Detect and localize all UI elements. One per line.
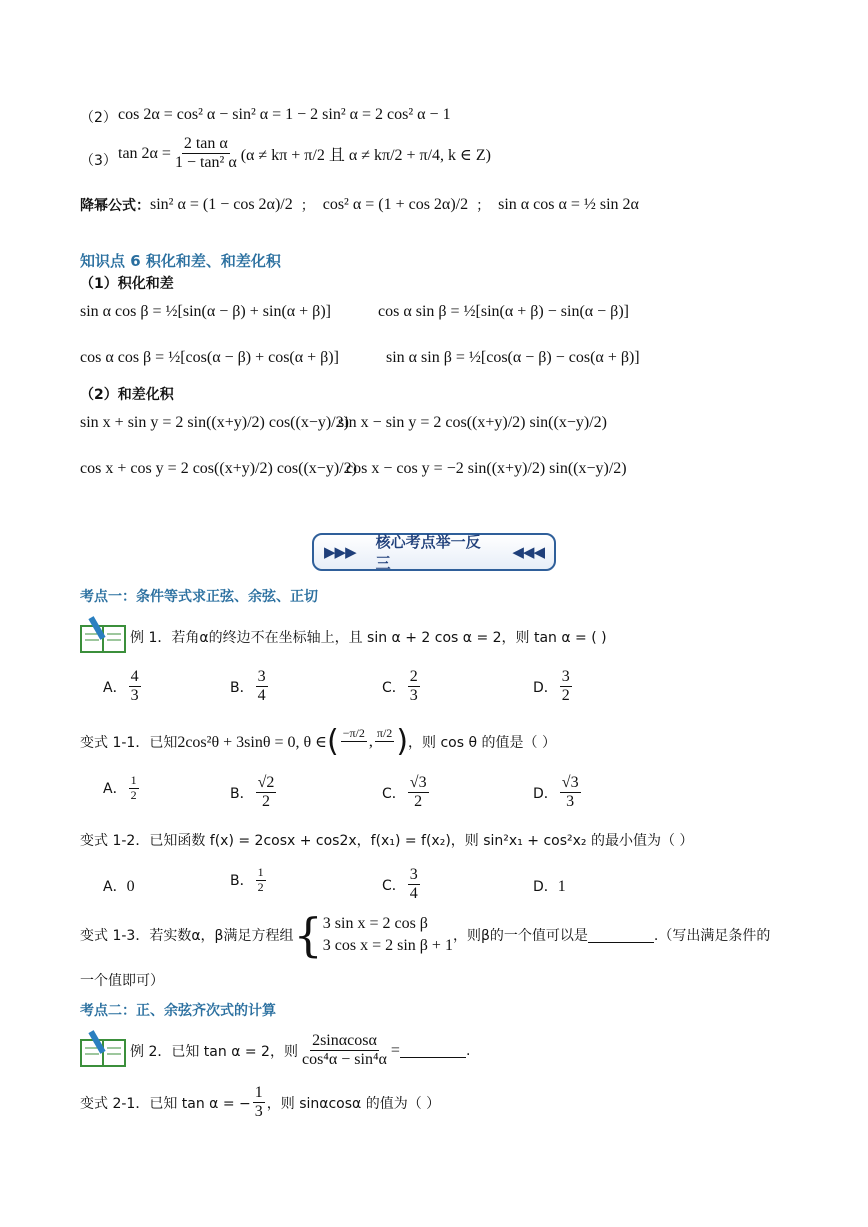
p2s-3: cos α cos β = ½[cos(α − β) + cos(α + β)]	[80, 349, 339, 366]
v11-choice-c[interactable]: C． $\frac{√3}{2}$	[382, 774, 427, 811]
section6-title: 知识点 6 积化和差、和差化积	[80, 252, 281, 270]
v11-choice-d[interactable]: D． $\frac{√3}{3}$	[533, 774, 579, 811]
formula-2-tag: （2）	[80, 110, 117, 126]
s2p-3: cos x + cos y = 2 cos((x+y)/2) cos((x−y)/2)	[80, 460, 357, 477]
formula-3-tag: （3）	[80, 153, 117, 169]
example1-question: 例 1．若角α的终边不在坐标轴上，且 sin α + 2 cos α = 2，则 tan α = ( )	[130, 630, 607, 646]
ex2-answer-blank[interactable]	[400, 1043, 466, 1058]
s2p-1: sin x + sin y = 2 sin((x+y)/2) cos((x−y)/2)	[80, 414, 349, 431]
ex1-choice-a[interactable]: A． $\frac{4}{3}$	[103, 668, 139, 705]
banner-left-arrows-icon: ▶▶▶	[324, 543, 356, 561]
formula-3-num: 2 tan α	[182, 135, 230, 154]
variant-1-3-line2: 一个值即可）	[80, 973, 164, 989]
v13-eq1: 3 sin x = 2 cos β	[322, 915, 428, 932]
s2p-2: sin x − sin y = 2 cos((x+y)/2) sin((x−y)/2)	[338, 414, 607, 431]
v11-choice-b[interactable]: B． $\frac{√2}{2}$	[230, 774, 275, 811]
formula-3-cond: (α ≠ kπ + π/2 且 α ≠ kπ/2 + π/4, k ∈ Z)	[240, 147, 492, 165]
formula-2: cos 2α = cos² α − sin² α = 1 − 2 sin² α = 2 cos² α − 1	[118, 106, 451, 123]
ex1-choice-d[interactable]: D． $\frac{3}{2}$	[533, 668, 570, 705]
reduce-1: sin² α = (1 − cos 2α)/2	[150, 196, 293, 213]
open-book-pencil-icon	[80, 614, 128, 654]
banner-text: 核心考点举一反三	[375, 533, 481, 572]
p2s-2: cos α sin β = ½[sin(α + β) − sin(α − β)]	[378, 303, 629, 320]
formula-3-left: tan 2α =	[118, 144, 171, 162]
reduce-power-label: 降幂公式：	[80, 198, 150, 214]
v12-choice-b[interactable]: B． $\frac{1}{2}$	[230, 865, 264, 894]
formula-3-den: 1 − tan² α	[174, 154, 237, 172]
v13-eq2: 3 cos x = 2 sin β + 1	[322, 937, 453, 954]
banner-right-arrows-icon: ◀◀◀	[512, 543, 544, 561]
s2p-4: cos x − cos y = −2 sin((x+y)/2) sin((x−y)/2)	[346, 460, 627, 477]
v12-choice-a[interactable]: A．0	[103, 878, 135, 895]
ex1-choice-c[interactable]: C． $\frac{2}{3}$	[382, 668, 418, 705]
reduce-2: cos² α = (1 + cos 2α)/2	[322, 196, 469, 213]
section6-sub2: （2）和差化积	[80, 387, 174, 403]
open-book-pencil-icon	[80, 1028, 128, 1068]
variant-2-1-question: 变式 2-1．已知 tan α = − $\frac{1}{3}$ ，则 sinαcosα 的值为（ ）	[80, 1084, 441, 1121]
v12-choice-c[interactable]: C． $\frac{3}{4}$	[382, 866, 418, 903]
example2-question: 例 2．已知 tan α = 2，则 $\frac{2\sin\alpha\cos\alpha}{\text{cos⁴α − sin⁴α}}$ = .	[130, 1032, 471, 1069]
variant-1-1-question: 变式 1-1．已知 2cos²θ + 3sinθ = 0, θ ∈ ( −π/2 , π/2 ) ，则 cos θ 的值是（ ）	[80, 724, 556, 759]
v11-choice-a[interactable]: A． $\frac{1}{2}$	[103, 773, 137, 802]
core-topics-banner	[312, 533, 556, 571]
p2s-1: sin α cos β = ½[sin(α − β) + sin(α + β)]	[80, 303, 331, 320]
ex1-choice-b[interactable]: B． $\frac{3}{4}$	[230, 668, 266, 705]
formula-3	[118, 135, 491, 173]
topic1-title: 考点一：条件等式求正弦、余弦、正切	[80, 589, 318, 605]
v12-choice-d[interactable]: D．1	[533, 878, 566, 895]
variant-1-3-question: 变式 1-3．若实数α，β满足方程组 { 3 sin x = 2 cos β 3 cos x = 2 sin β + 1 ，则β的一个值可以是 .（写出满足条件的	[80, 908, 771, 962]
p2s-4: sin α sin β = ½[cos(α − β) − cos(α + β)]	[386, 349, 640, 366]
topic2-title: 考点二：正、余弦齐次式的计算	[80, 1003, 276, 1019]
section6-sub1: （1）积化和差	[80, 276, 174, 292]
reduce-power-row: 降幂公式： sin² α = (1 − cos 2α)/2 ； cos² α = (1 + cos 2α)/2 ； sin α cos α = ½ sin 2α	[80, 196, 639, 214]
v13-answer-blank[interactable]	[588, 928, 654, 943]
variant-1-2-question: 变式 1-2．已知函数 f(x) = 2cosx + cos2x，f(x₁) = f(x₂)，则 sin²x₁ + cos²x₂ 的最小值为（ ）	[80, 833, 694, 849]
reduce-3: sin α cos α = ½ sin 2α	[498, 196, 639, 213]
